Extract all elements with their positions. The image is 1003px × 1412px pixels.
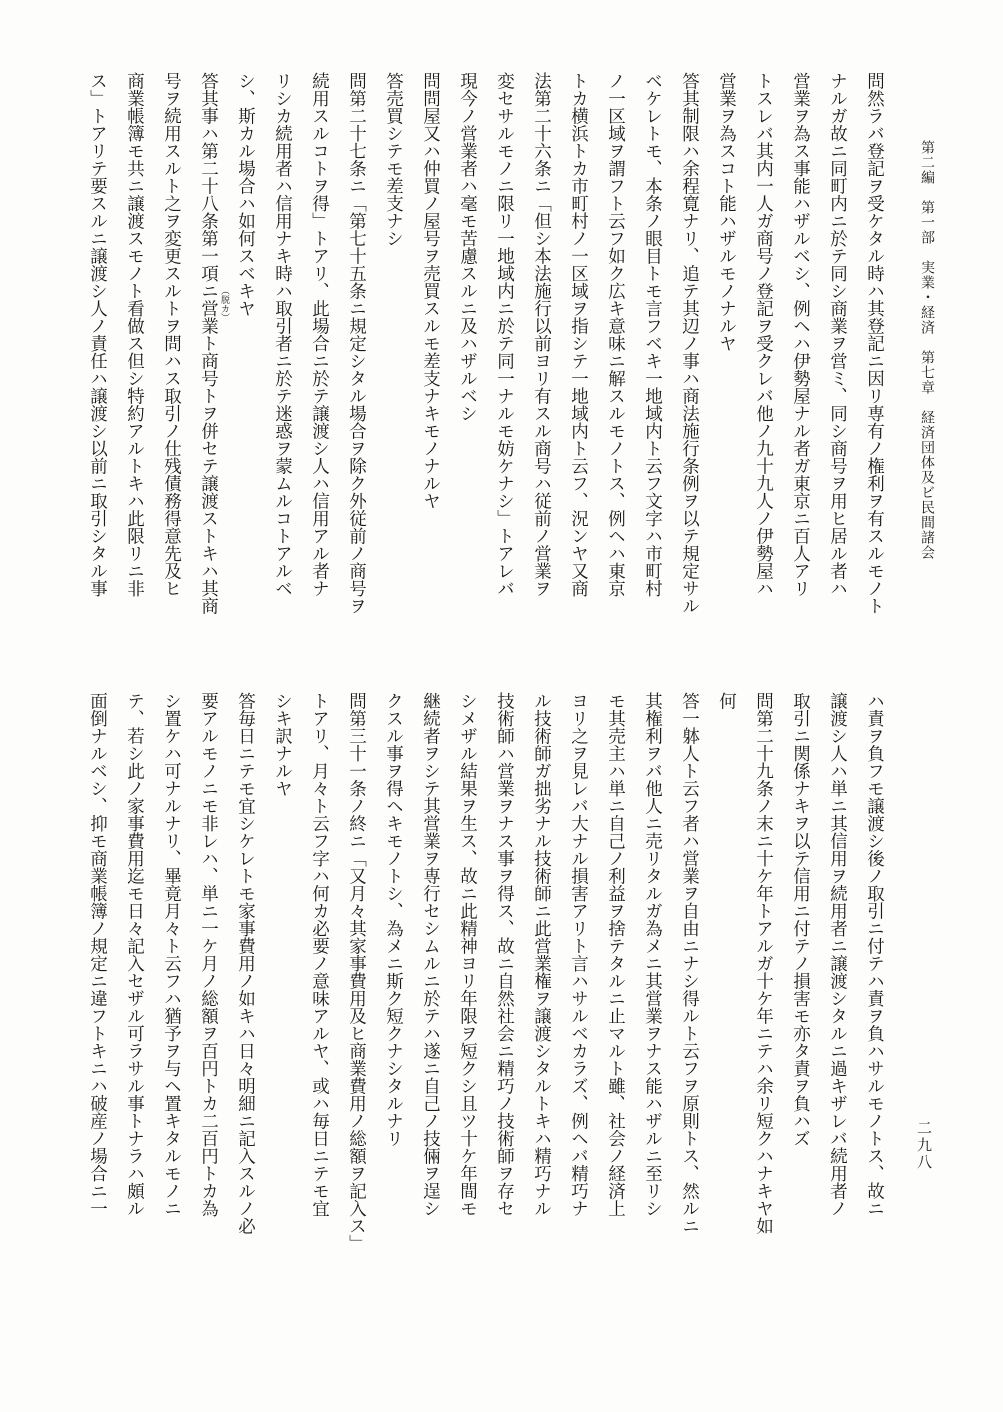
text-column: 営業ヲ為ス事能ハザルベシ、例ヘハ伊勢屋ナル者ガ東京ニ百人アリ bbox=[790, 72, 811, 597]
text-column: 何 bbox=[716, 692, 737, 710]
text-column: ヨリ之ヲ見レバ大ナル損害アリト言ハサルベカラズ、例ヘバ精巧ナ bbox=[568, 692, 589, 1217]
text-column: 答売買シテモ差支ナシ bbox=[383, 72, 404, 247]
text-column: トアリ、月々ト云フ字ハ何カ必要ノ意味アルヤ、或ハ毎日ニテモ宜 bbox=[309, 692, 330, 1217]
text-column: シメザル結果ヲ生ス、故ニ此精神ヨリ年限ヲ短クシ且ツ十ケ年間モ bbox=[457, 692, 478, 1217]
text-column: 技術師ハ営業ヲナス事ヲ得ス、故ニ自然社会ニ精巧ノ技術師ヲ存セ bbox=[494, 692, 515, 1217]
text-column: 其権利ヲバ他人ニ売リタルガ為メニ其営業ヲナス能ハザルニ至リシ bbox=[642, 692, 663, 1217]
text-column: 答毎日ニテモ宜シケレトモ家事費用ノ如キハ日々明細ニ記入スルノ必 bbox=[235, 692, 256, 1235]
text-column: 号ヲ続用スルト之ヲ変更スルトヲ問ハス取引ノ仕残債務得意先及ヒ bbox=[161, 72, 182, 597]
text-column: 法第二十六条ニ「但シ本法施行以前ヨリ有スル商号ハ従前ノ営業ヲ bbox=[531, 72, 552, 597]
text-column: 答其事ハ第二十八条第一項ニ営業ト商号トヲ併セテ譲渡ストキハ其商 bbox=[198, 72, 219, 615]
text-column: ナルガ故ニ同町内ニ於テ同シ商業ヲ営ミ、同シ商号ヲ用ヒ居ル者ハ bbox=[827, 72, 848, 597]
page-number: 二九八 bbox=[915, 1120, 933, 1171]
text-column: 営業ヲ為スコト能ハザルモノナルヤ bbox=[716, 72, 737, 352]
text-column: シ置ケハ可ナルナリ、畢竟月々ト云フハ猶予ヲ与ヘ置キタルモノニ bbox=[161, 692, 182, 1217]
text-column: 問第二十七条ニ「第七十五条ニ規定シタル場合ヲ除ク外従前ノ商号ヲ bbox=[346, 72, 367, 615]
text-column: テ、若シ此ノ家事費用迄モ日々記入セザル可ラサル事トナラハ頗ル bbox=[124, 692, 145, 1217]
text-column: 問問屋又ハ仲買ノ屋号ヲ売買スルモ差支ナキモノナルヤ bbox=[420, 72, 441, 510]
text-column: トカ横浜トカ市町村ノ一区域ヲ指シテ一地域内ト云フ、況ンヤ又商 bbox=[568, 72, 589, 597]
text-column: 続用スルコトヲ得」トアリ、此場合ニ於テ譲渡シ人ハ信用アル者ナ bbox=[309, 72, 330, 597]
text-column: 現今ノ営業者ハ毫モ苦慮スルニ及ハザルベシ bbox=[457, 72, 478, 422]
text-column: ス」トアリテ要スルニ譲渡シ人ノ責任ハ譲渡シ以前ニ取引シタル事 bbox=[87, 72, 108, 597]
text-column: 問第二十九条ノ末ニ十ケ年トアルガ十ケ年ニテハ余リ短クハナキヤ如 bbox=[753, 692, 774, 1235]
text-column: ハ責ヲ負フモ譲渡シ後ノ取引ニ付テハ責ヲ負ハサルモノトス、故ニ bbox=[864, 692, 885, 1217]
text-column: 変セサルモノニ限リ一地域内ニ於テ同一ナルモ妨ケナシ」トアレバ bbox=[494, 72, 515, 597]
text-column: シ、斯カル場合ハ如何スベキヤ bbox=[235, 72, 256, 317]
text-column: 問然ラバ登記ヲ受ケタル時ハ其登記ニ因リ専有ノ権利ヲ有スルモノト bbox=[864, 72, 885, 615]
text-column: 問第三十一条ノ終ニ「又月々其家事費用及ヒ商業費用ノ総額ヲ記入ス」 bbox=[346, 692, 367, 1252]
text-column: ル技術師ガ拙劣ナル技術師ニ此営業権ヲ譲渡シタルトキハ精巧ナル bbox=[531, 692, 552, 1217]
text-column: 答其制限ハ余程寛ナリ、追テ其辺ノ事ハ商法施行条例ヲ以テ規定サル bbox=[679, 72, 700, 615]
text-column: 取引ニ関係ナキヲ以テ信用ニ付テノ損害モ亦タ責ヲ負ハズ bbox=[790, 692, 811, 1147]
text-column: 答一躰人ト云フ者ハ営業ヲ自由ニナシ得ルト云フヲ原則トス、然ルニ bbox=[679, 692, 700, 1235]
text-column: 面倒ナルベシ、抑モ商業帳簿ノ規定ニ違フトキニハ破産ノ場合ニ一 bbox=[87, 692, 108, 1217]
marginal-note: （脱カ） bbox=[219, 286, 229, 322]
text-column: リシカ続用者ハ信用ナキ時ハ取引者ニ於テ迷惑ヲ蒙ムルコトアルベ bbox=[272, 72, 293, 597]
text-column: シキ訳ナルヤ bbox=[272, 692, 293, 797]
text-column: 継続者ヲシテ其営業ヲ専行セシムルニ於テハ遂ニ自己ノ技倆ヲ逞シ bbox=[420, 692, 441, 1217]
text-column: 要アルモノニモ非レハ、単ニ一ケ月ノ総額ヲ百円トカ二百円トカ為 bbox=[198, 692, 219, 1217]
text-column: クスル事ヲ得ヘキモノトシ、為メニ斯ク短クナシタルナリ bbox=[383, 692, 404, 1147]
text-column: モ其売主ハ単ニ自己ノ利益ヲ捨テタルニ止マルト雖、社会ノ経済上 bbox=[605, 692, 626, 1217]
text-column: 譲渡シ人ハ単ニ其信用ヲ続用者ニ譲渡シタルニ過キザレバ続用者ノ bbox=[827, 692, 848, 1217]
text-column: トスレバ其内一人ガ商号ノ登記ヲ受クレバ他ノ九十九人ノ伊勢屋ハ bbox=[753, 72, 774, 597]
running-head: 第二編 第一部 実業・経済 第七章 経済団体及ビ民間諸会 bbox=[919, 140, 935, 560]
text-column: 商業帳簿モ共ニ譲渡スモノト看做ス但シ特約アルトキハ此限リニ非 bbox=[124, 72, 145, 597]
text-column: ノ一区域ヲ謂フト云フ如ク広キ意味ニ解スルモノトス、例ヘハ東京 bbox=[605, 72, 626, 597]
text-column: ベケレトモ、本条ノ眼目トモ言フベキ一地域内ト云フ文字ハ市町村 bbox=[642, 72, 663, 597]
